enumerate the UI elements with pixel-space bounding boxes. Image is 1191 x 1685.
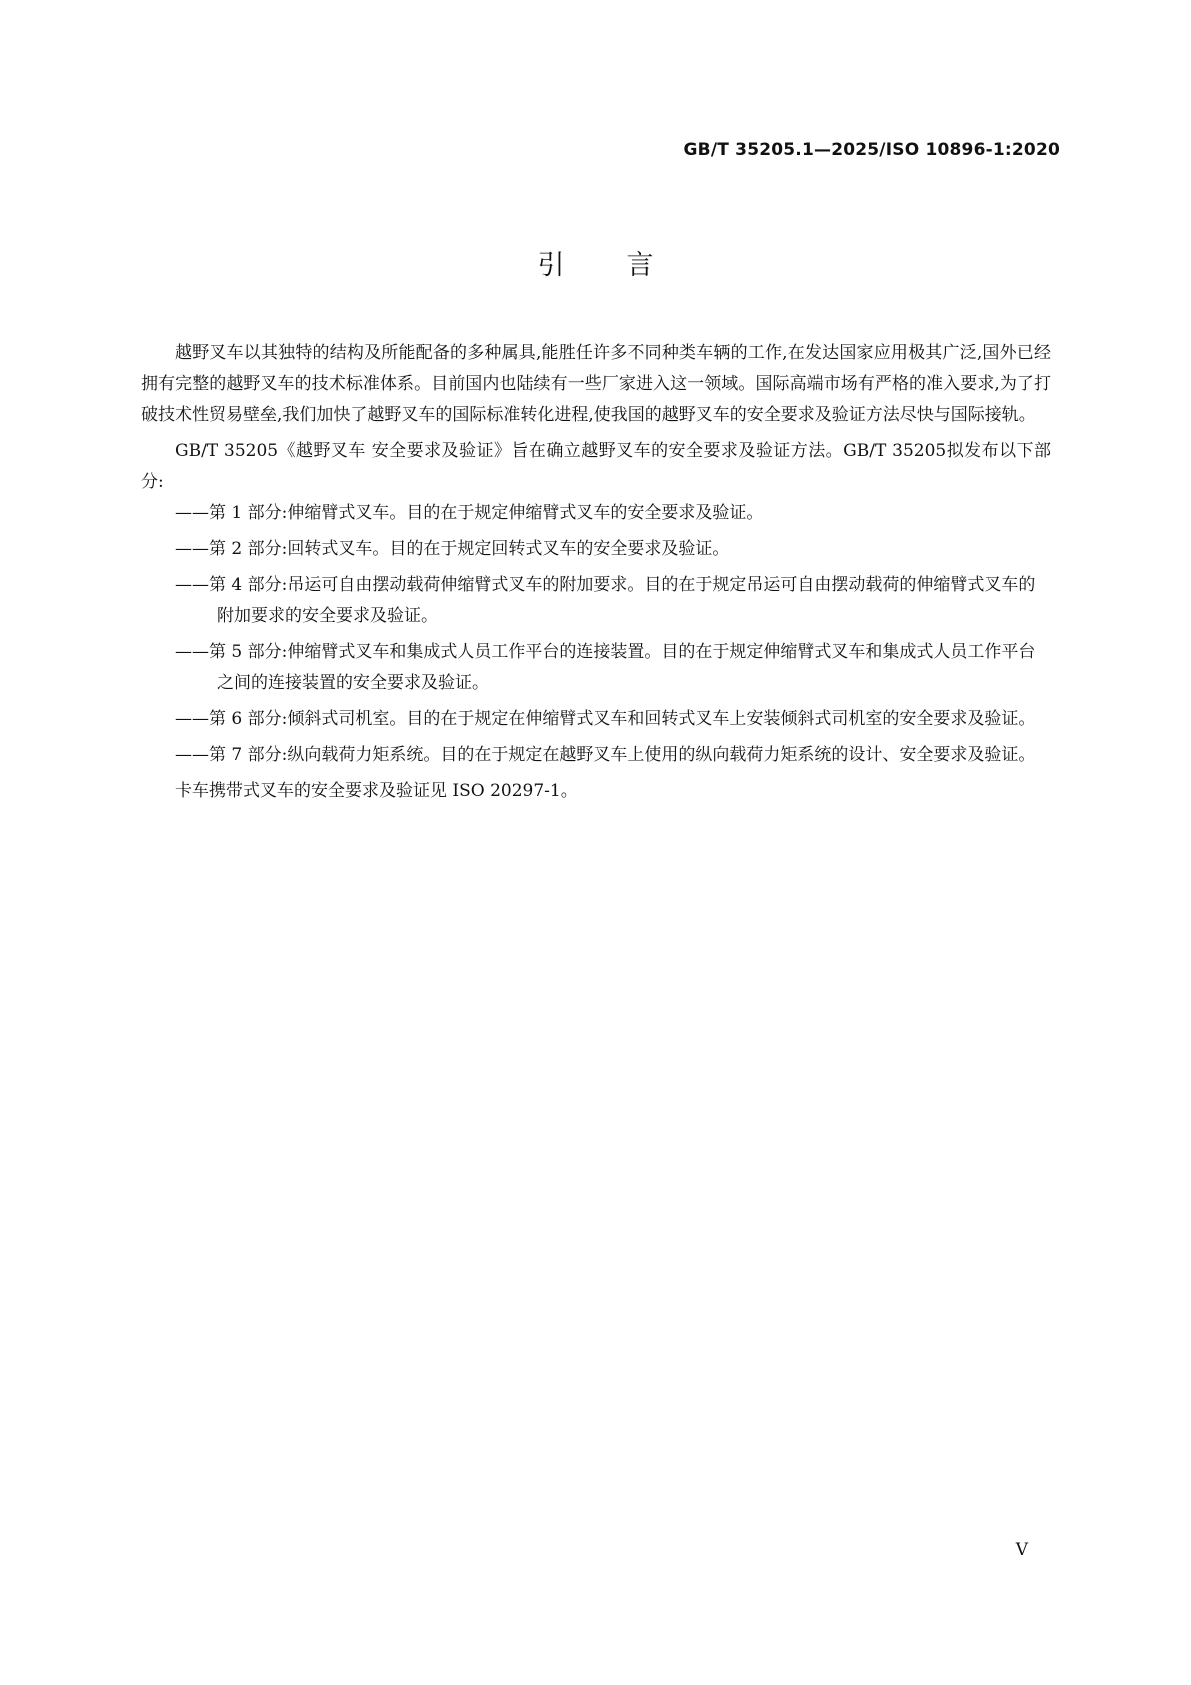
list-item-part-7: ——第 7 部分:纵向载荷力矩系统。目的在于规定在越野叉车上使用的纵向载荷力矩系统的设计、安全要求及验证。 [175,745,1036,765]
list-item-part-6: ——第 6 部分:倾斜式司机室。目的在于规定在伸缩臂式叉车和回转式叉车上安装倾斜式司机室的安全要求及验证。 [175,709,1036,729]
list-item-part-5: ——第 5 部分:伸缩臂式叉车和集成式人员工作平台的连接装置。目的在于规定伸缩臂式叉车和集成式人员工作平台之间的连接装置的安全要求及验证。 [175,642,1036,693]
list-item-part-4: ——第 4 部分:吊运可自由摆动载荷伸缩臂式叉车的附加要求。目的在于规定吊运可自由摆动载荷的伸缩臂式叉车的附加要求的安全要求及验证。 [175,575,1036,626]
intro-paragraph: 越野叉车以其独特的结构及所能配备的多种属具,能胜任许多不同种类车辆的工作,在发达国家应用极其广泛,国外已经拥有完整的越野叉车的技术标准体系。目前国内也陆续有一些厂家进入这一领域。国际高端市场有严格的准入要求,为了打破技术性贸易壁垒,我们加快了越野叉车的国际标准转化进程,使我国的越野叉车的安全要求及验证方法尽快与国际接轨。 [141,343,1051,425]
document-code: GB/T 35205.1—2025/ISO 10896-1:2020 [683,140,1060,160]
page-title: 引言 [537,250,716,281]
page-number: V [1015,1540,1028,1560]
closing-paragraph: 卡车携带式叉车的安全要求及验证见 ISO 20297-1。 [175,781,578,801]
scope-paragraph: GB/T 35205《越野叉车 安全要求及验证》旨在确立越野叉车的安全要求及验证方法。GB/T 35205拟发布以下部分: [141,441,1051,492]
list-item-part-1: ——第 1 部分:伸缩臂式叉车。目的在于规定伸缩臂式叉车的安全要求及验证。 [175,503,764,523]
list-item-part-2: ——第 2 部分:回转式叉车。目的在于规定回转式叉车的安全要求及验证。 [175,539,730,559]
document-body [141,338,1051,807]
